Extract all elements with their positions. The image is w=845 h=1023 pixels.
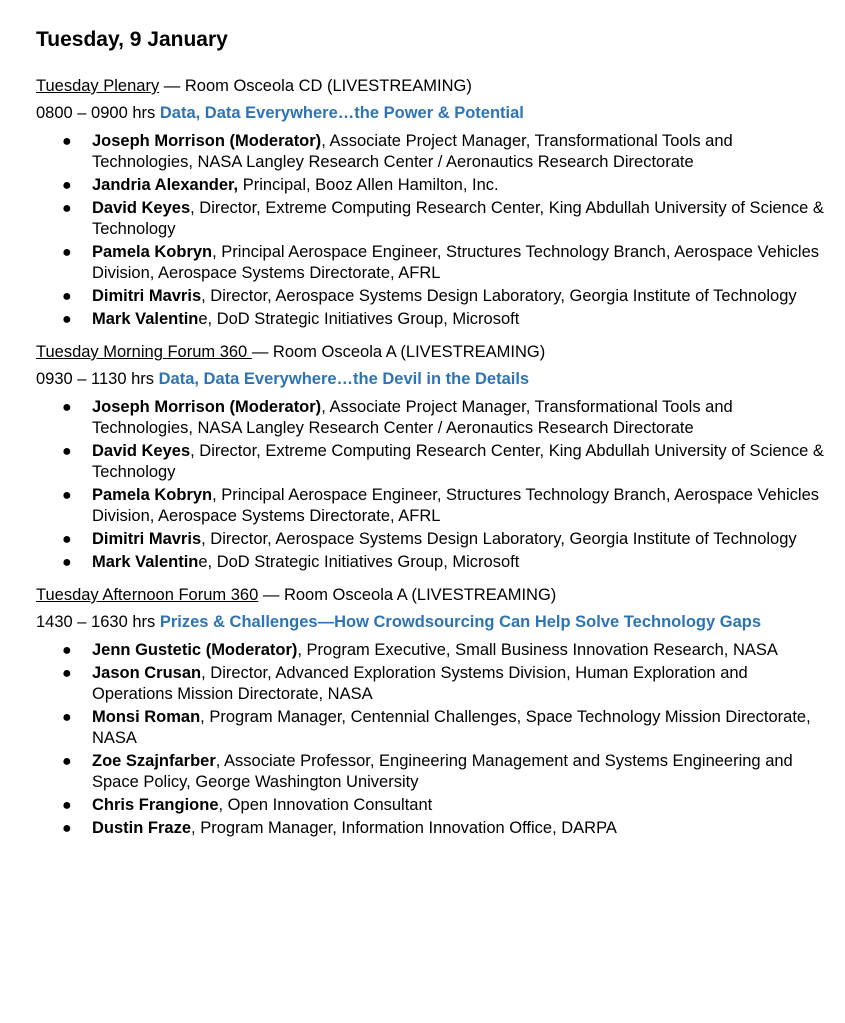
- session-time: 0930 – 1130 hrs: [36, 370, 159, 388]
- bullet-icon: ●: [62, 797, 72, 814]
- speaker-name: Jenn Gustetic (Moderator): [92, 641, 298, 659]
- bullet-icon: ●: [62, 288, 72, 305]
- session-location: — Room Osceola CD (LIVESTREAMING): [159, 77, 472, 95]
- speaker-name: Jason Crusan: [92, 664, 202, 682]
- list-item: [36, 242, 826, 284]
- speaker-affiliation: , Director, Aerospace Systems Design Laboratory, Georgia Institute of Technology: [201, 287, 797, 305]
- bullet-icon: ●: [62, 753, 72, 770]
- speaker-name: Zoe Szajnfarber: [92, 752, 216, 770]
- speaker-name: Dustin Fraze: [92, 819, 192, 837]
- session-header: [36, 76, 826, 97]
- speaker-affiliation: , Program Manager, Centennial Challenges, Space Technology Mission Directorate, NASA: [92, 708, 811, 747]
- speaker-name: Pamela Kobryn: [92, 486, 213, 504]
- bullet-icon: ●: [62, 709, 72, 726]
- session-time-line: [36, 612, 826, 633]
- list-item: [36, 529, 826, 550]
- speaker-affiliation: e, DoD Strategic Initiatives Group, Microsoft: [198, 310, 520, 328]
- list-item: [36, 198, 826, 240]
- bullet-icon: ●: [62, 554, 72, 571]
- session-afternoon-forum: [36, 585, 826, 839]
- session-title: Data, Data Everywhere…the Power & Potential: [159, 104, 524, 122]
- bullet-icon: ●: [62, 244, 72, 261]
- speaker-list: [36, 640, 826, 839]
- list-item: [36, 175, 826, 196]
- list-item: [36, 663, 826, 705]
- speaker-name: Pamela Kobryn: [92, 243, 213, 261]
- bullet-icon: ●: [62, 177, 72, 194]
- bullet-icon: ●: [62, 820, 72, 837]
- session-time: 0800 – 0900 hrs: [36, 104, 160, 122]
- session-time-line: [36, 103, 826, 124]
- speaker-affiliation: , Director, Advanced Exploration Systems Division, Human Exploration and Operations Mission Directorate, NASA: [92, 664, 748, 703]
- session-name: Tuesday Afternoon Forum 360: [36, 586, 259, 604]
- list-item: [36, 485, 826, 527]
- speaker-affiliation: , Principal Aerospace Engineer, Structures Technology Branch, Aerospace Vehicles Division, Aerospace Systems Directorate, AFRL: [92, 243, 820, 282]
- bullet-icon: ●: [62, 311, 72, 328]
- speaker-affiliation: , Program Executive, Small Business Innovation Research, NASA: [297, 641, 778, 659]
- session-location: — Room Osceola A (LIVESTREAMING): [251, 343, 546, 361]
- session-location: — Room Osceola A (LIVESTREAMING): [258, 586, 557, 604]
- speaker-name: Monsi Roman: [92, 708, 201, 726]
- session-time-line: [36, 369, 826, 390]
- list-item: [36, 286, 826, 307]
- speaker-affiliation: , Director, Extreme Computing Research Center, King Abdullah University of Science & Technology: [92, 442, 824, 481]
- bullet-icon: ●: [62, 399, 72, 416]
- speaker-list: [36, 397, 826, 573]
- session-time: 1430 – 1630 hrs: [36, 613, 160, 631]
- session-header: [36, 585, 826, 606]
- session-name: Tuesday Plenary: [36, 77, 160, 95]
- speaker-name: Mark Valentin: [92, 553, 199, 571]
- bullet-icon: ●: [62, 443, 72, 460]
- speaker-name: Dimitri Mavris: [92, 287, 202, 305]
- list-item: [36, 131, 826, 173]
- speaker-affiliation: , Associate Project Manager, Transformational Tools and Technologies, NASA Langley Research Center / Aeronautics Research Directorate: [92, 132, 733, 171]
- speaker-affiliation: Principal, Booz Allen Hamilton, Inc.: [238, 176, 499, 194]
- speaker-name: David Keyes: [92, 199, 191, 217]
- speaker-name: Mark Valentin: [92, 310, 199, 328]
- speaker-name: David Keyes: [92, 442, 191, 460]
- speaker-affiliation: , Open Innovation Consultant: [218, 796, 433, 814]
- session-plenary: [36, 76, 826, 330]
- session-title: Data, Data Everywhere…the Devil in the Details: [158, 370, 530, 388]
- speaker-affiliation: , Program Manager, Information Innovation Office, DARPA: [191, 819, 617, 837]
- speaker-affiliation: , Director, Aerospace Systems Design Laboratory, Georgia Institute of Technology: [201, 530, 797, 548]
- speaker-name: Joseph Morrison (Moderator): [92, 132, 322, 150]
- session-morning-forum: [36, 342, 826, 573]
- list-item: [36, 309, 826, 330]
- bullet-icon: ●: [62, 531, 72, 548]
- speaker-name: Chris Frangione: [92, 796, 219, 814]
- bullet-icon: ●: [62, 200, 72, 217]
- list-item: [36, 552, 826, 573]
- session-header: [36, 342, 826, 363]
- speaker-name: Dimitri Mavris: [92, 530, 202, 548]
- speaker-affiliation: , Director, Extreme Computing Research Center, King Abdullah University of Science & Technology: [92, 199, 824, 238]
- session-name: Tuesday Morning Forum 360: [36, 343, 252, 361]
- speaker-list: [36, 131, 826, 330]
- list-item: [36, 707, 826, 749]
- speaker-name: Jandria Alexander,: [92, 176, 239, 194]
- speaker-affiliation: , Principal Aerospace Engineer, Structures Technology Branch, Aerospace Vehicles Division, Aerospace Systems Directorate, AFRL: [92, 486, 820, 525]
- bullet-icon: ●: [62, 642, 72, 659]
- list-item: [36, 441, 826, 483]
- speaker-affiliation: , Associate Professor, Engineering Management and Systems Engineering and Space Policy, George Washington University: [92, 752, 793, 791]
- speaker-affiliation: , Associate Project Manager, Transformational Tools and Technologies, NASA Langley Research Center / Aeronautics Research Directorate: [92, 398, 733, 437]
- list-item: [36, 818, 826, 839]
- list-item: [36, 795, 826, 816]
- document-page: [36, 26, 826, 851]
- session-title: Prizes & Challenges—How Crowdsourcing Can Help Solve Technology Gaps: [159, 613, 761, 631]
- bullet-icon: ●: [62, 487, 72, 504]
- bullet-icon: ●: [62, 133, 72, 150]
- speaker-affiliation: e, DoD Strategic Initiatives Group, Microsoft: [198, 553, 520, 571]
- day-title: Tuesday, 9 January: [36, 28, 228, 51]
- bullet-icon: ●: [62, 665, 72, 682]
- list-item: [36, 640, 826, 661]
- list-item: [36, 751, 826, 793]
- speaker-name: Joseph Morrison (Moderator): [92, 398, 322, 416]
- list-item: [36, 397, 826, 439]
